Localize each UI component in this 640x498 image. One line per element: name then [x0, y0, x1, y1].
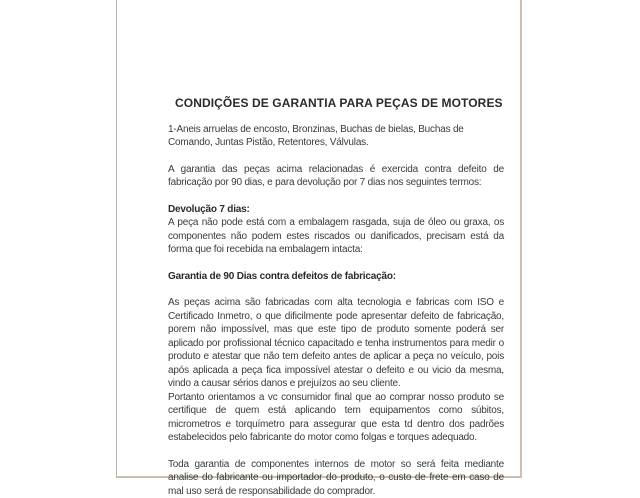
document-content	[117, 0, 520, 498]
section-heading-garantia-90-dias: Garantia de 90 Dias contra defeitos de fabricação:	[168, 270, 504, 284]
section-body-devolucao: A peça não pode está com a embalagem rasgada, suja de óleo ou graxa, os componentes não podem estes riscados ou danificados, precisam está da forma que foi recebida na embalagem intacta:	[168, 216, 504, 257]
closing-paragraph: Toda garantia de componentes internos de motor so será feita mediante analise do fabricante ou importador do produto, o custo de frete em caso de mal uso será de responsabilidade do comprador.	[168, 458, 504, 498]
section-body-garantia-90-dias: As peças acima são fabricadas com alta tecnologia e fabricas com ISO e Certificado Inmetro, o que dificilmente pode apresentar defeito de fabricação, porem não impossível, mas que este tipo de produto somente poderá ser aplicado por profissional técnico capacitado e tenha instrumentos para medir o produto e atestar que não tem defeito antes de aplicar a peça no veículo, pois após aplicada a peça fica impossível atestar o defeito e ou vicio da mesma, vindo a causar sérios danos e prejuízos ao seu cliente.	[168, 296, 504, 391]
section-body2-garantia-90-dias: Portanto orientamos a vc consumidor final que ao comprar nosso produto se certifique de quem está aplicando tem equipamentos como súbitos, micrometros e torquímetro para assegurar que esta td dentro dos padrões estabelecidos pelo fabricante do motor como folgas e torques adequado.	[168, 391, 504, 445]
document-title: CONDIÇÕES DE GARANTIA PARA PEÇAS DE MOTORES	[168, 97, 504, 111]
section-heading-devolucao: Devolução 7 dias:	[168, 203, 504, 217]
parts-list-paragraph: 1-Aneis arruelas de encosto, Bronzinas, Buchas de bielas, Buchas de Comando, Juntas Pistão, Retentores, Válvulas.	[168, 123, 504, 150]
document-page	[116, 0, 522, 478]
intro-terms-paragraph: A garantia das peças acima relacionadas é exercida contra defeito de fabricação por 90 dias, e para devolução por 7 dias nos seguintes termos:	[168, 163, 504, 190]
